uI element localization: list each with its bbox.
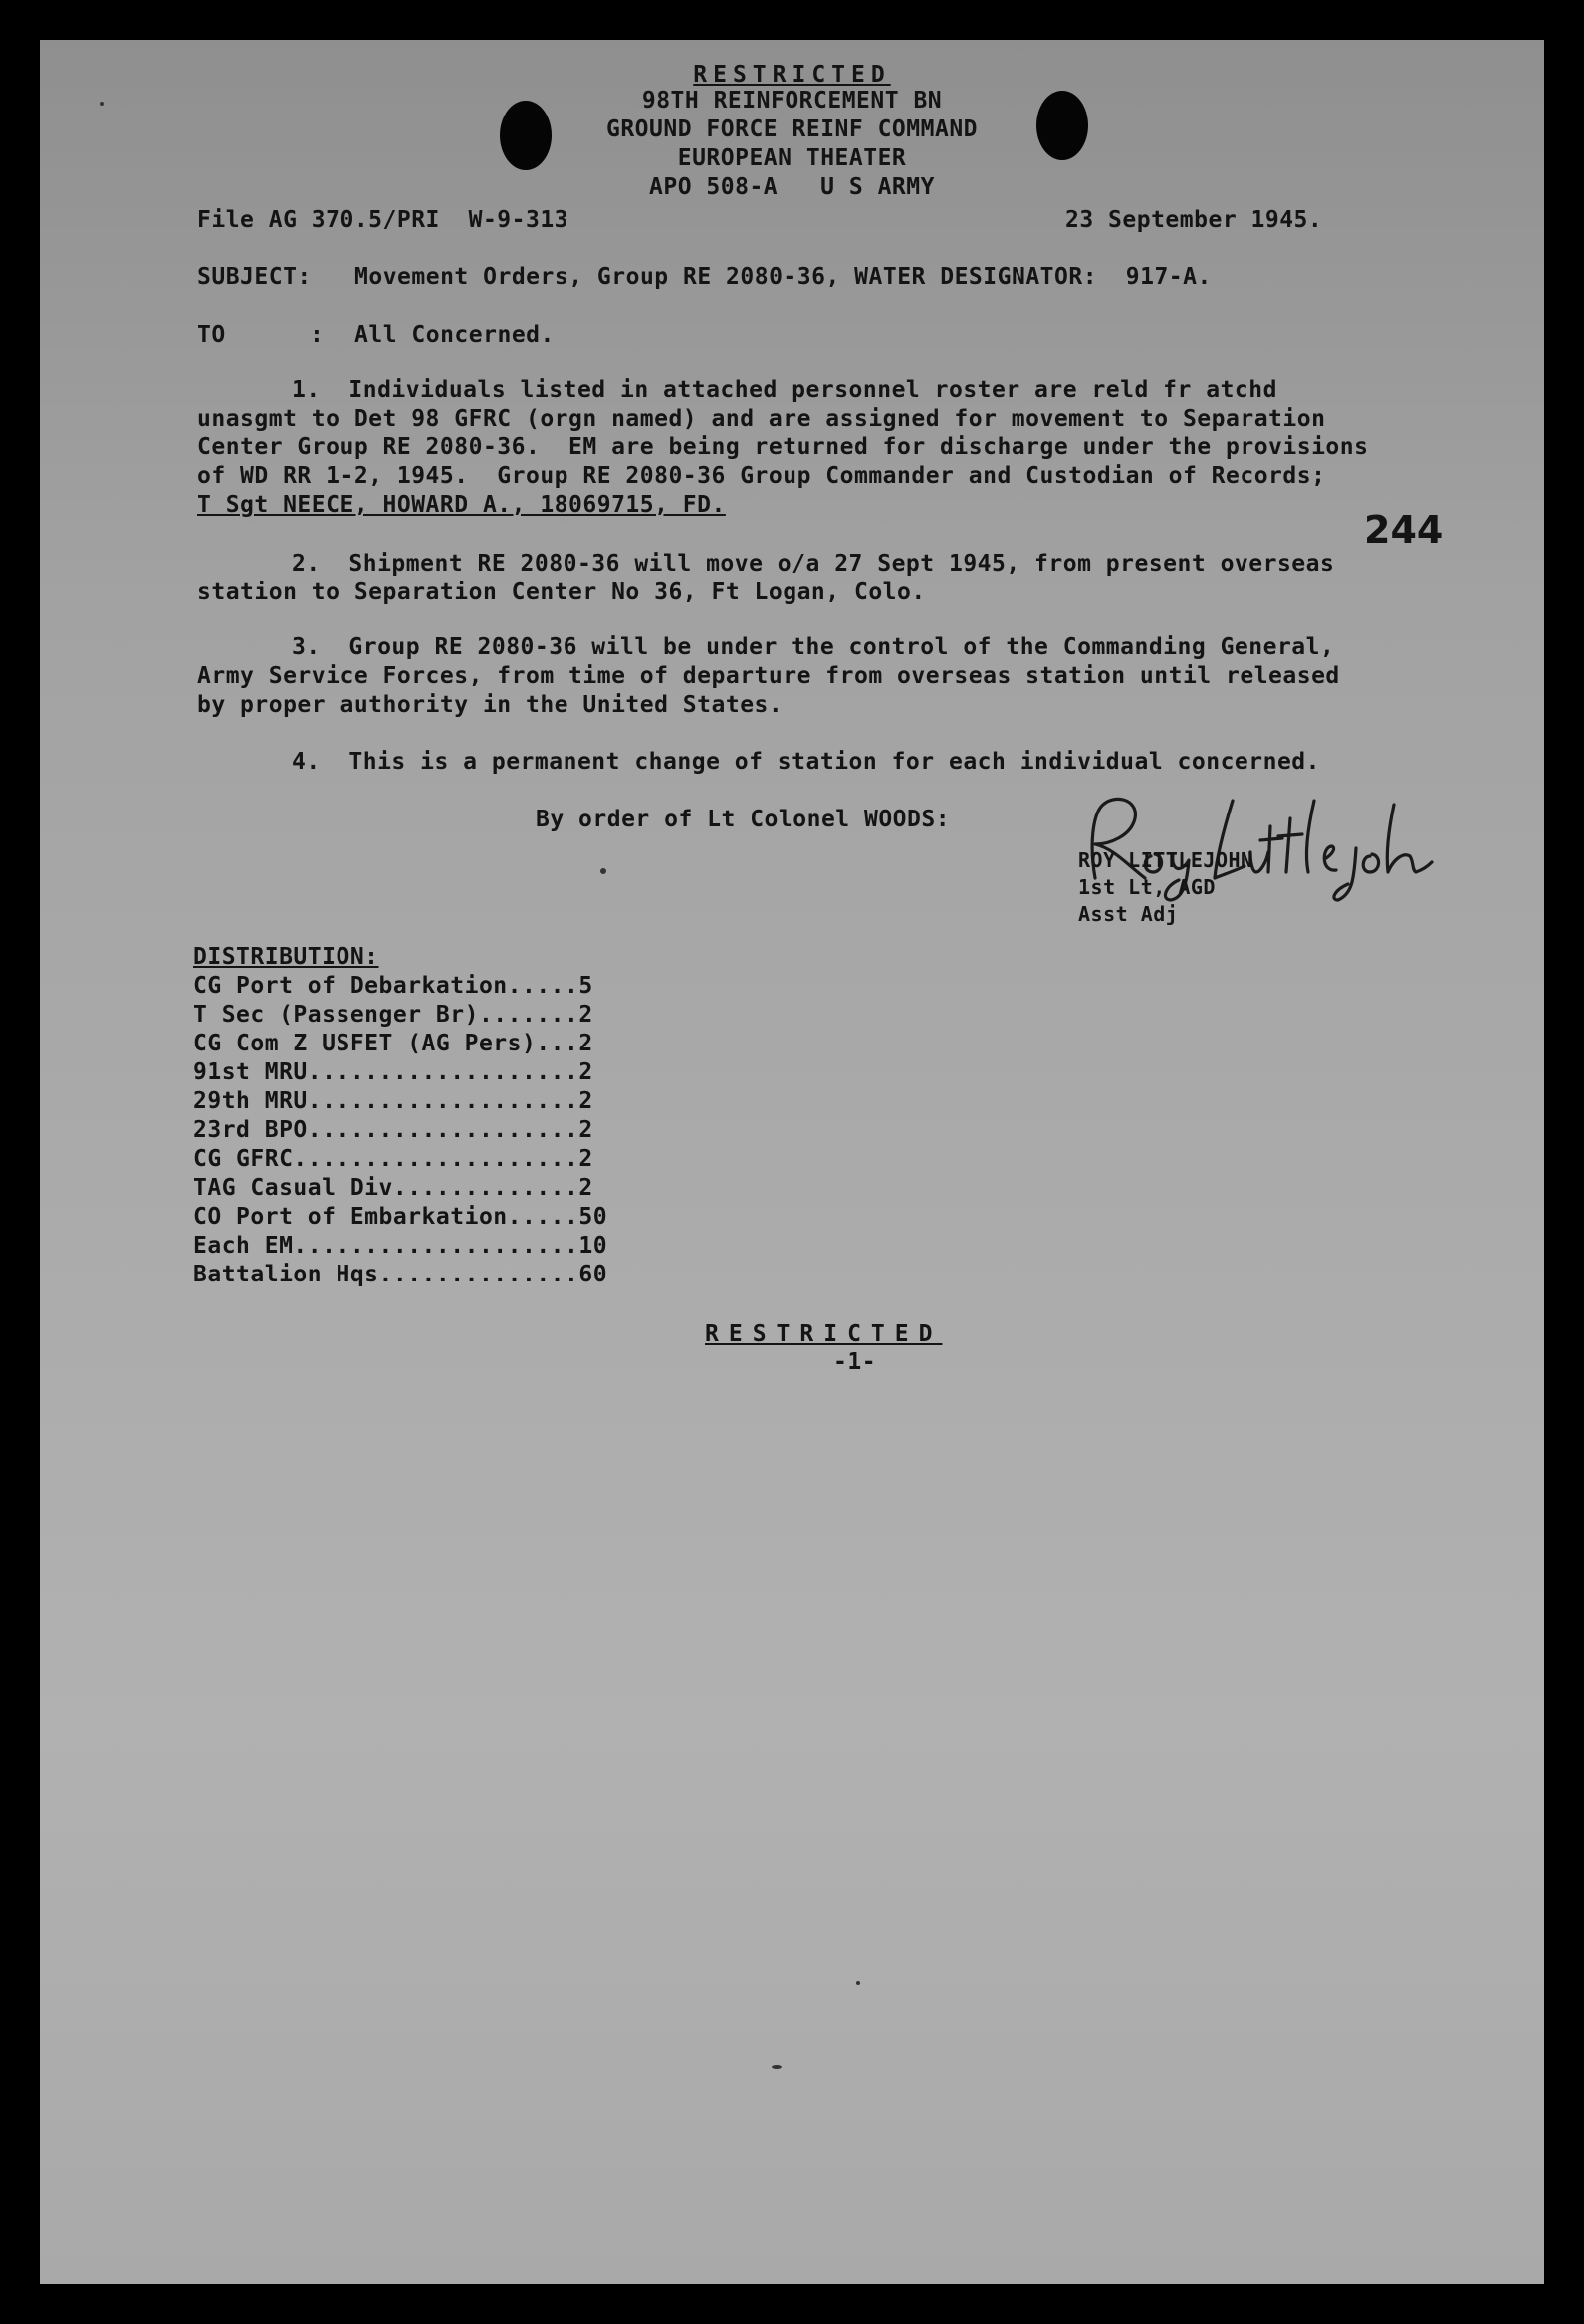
paragraph-1-line-1: 1. Individuals listed in attached personnel roster are reld fr atchd xyxy=(292,377,1277,403)
distribution-item: CG GFRC....................2 xyxy=(193,1146,593,1172)
file-reference: File AG 370.5/PRI W-9-313 xyxy=(197,207,569,233)
to-text: All Concerned. xyxy=(354,322,555,348)
letterhead-line-3: EUROPEAN THEATER xyxy=(677,145,907,171)
paragraph-2-line-2: station to Separation Center No 36, Ft Logan, Colo. xyxy=(197,580,926,605)
paragraph-1-line-2: unasgmt to Det 98 GFRC (orgn named) and are assigned for movement to Separation xyxy=(197,406,1326,432)
page-number: -1- xyxy=(833,1349,877,1375)
paragraph-3-line-3: by proper authority in the United States. xyxy=(197,692,784,718)
scan-speck xyxy=(772,2065,782,2069)
distribution-item: CO Port of Embarkation.....50 xyxy=(193,1204,608,1230)
signature-title: Asst Adj xyxy=(1078,902,1179,926)
distribution-item: TAG Casual Div.............2 xyxy=(193,1175,593,1201)
letterhead-line-4: APO 508-A U S ARMY xyxy=(649,174,935,200)
distribution-item: Each EM....................10 xyxy=(193,1233,608,1259)
distribution-item: Battalion Hqs..............60 xyxy=(193,1262,608,1287)
paragraph-1-line-4: of WD RR 1-2, 1945. Group RE 2080-36 Group Commander and Custodian of Records; xyxy=(197,463,1326,489)
classification-bottom: RESTRICTED xyxy=(705,1321,943,1347)
letterhead-line-1: 98TH REINFORCEMENT BN xyxy=(641,88,943,114)
by-order-line: By order of Lt Colonel WOODS: xyxy=(536,807,951,832)
distribution-heading: DISTRIBUTION: xyxy=(193,944,379,970)
paragraph-1-line-5: T Sgt NEECE, HOWARD A., 18069715, FD. xyxy=(197,492,726,518)
scan-speck xyxy=(100,102,104,106)
to-label: TO xyxy=(197,322,226,348)
paragraph-1-line-3: Center Group RE 2080-36. EM are being returned for discharge under the provisions xyxy=(197,434,1369,460)
classification-top: RESTRICTED xyxy=(693,62,891,88)
paragraph-3-line-2: Army Service Forces, from time of departure from overseas station until released xyxy=(197,663,1340,689)
subject-text: Movement Orders, Group RE 2080-36, WATER DESIGNATOR: 917-A. xyxy=(354,264,1212,290)
distribution-item: T Sec (Passenger Br).......2 xyxy=(193,1002,593,1028)
distribution-item: CG Port of Debarkation.....5 xyxy=(193,973,593,999)
paragraph-2-line-1: 2. Shipment RE 2080-36 will move o/a 27 Sept 1945, from present overseas xyxy=(292,551,1335,577)
to-colon: : xyxy=(310,322,325,348)
paragraph-4-line-1: 4. This is a permanent change of station for each individual concerned. xyxy=(292,749,1320,775)
scan-speck xyxy=(856,1981,860,1985)
document-date: 23 September 1945. xyxy=(1065,207,1323,233)
signature-rank: 1st Lt, AGD xyxy=(1078,875,1216,899)
distribution-item: CG Com Z USFET (AG Pers)...2 xyxy=(193,1031,593,1056)
paragraph-3-line-1: 3. Group RE 2080-36 will be under the control of the Commanding General, xyxy=(292,634,1335,660)
letterhead-line-2: GROUND FORCE REINF COMMAND xyxy=(605,116,979,142)
document-page xyxy=(40,40,1544,2284)
distribution-item: 91st MRU...................2 xyxy=(193,1059,593,1085)
signature-name: ROY LITTLEJOHN xyxy=(1078,848,1253,872)
subject-label: SUBJECT: xyxy=(197,264,312,290)
distribution-item: 29th MRU...................2 xyxy=(193,1088,593,1114)
scan-speck xyxy=(600,868,606,874)
distribution-item: 23rd BPO...................2 xyxy=(193,1117,593,1143)
stamped-number: 244 xyxy=(1364,508,1444,552)
